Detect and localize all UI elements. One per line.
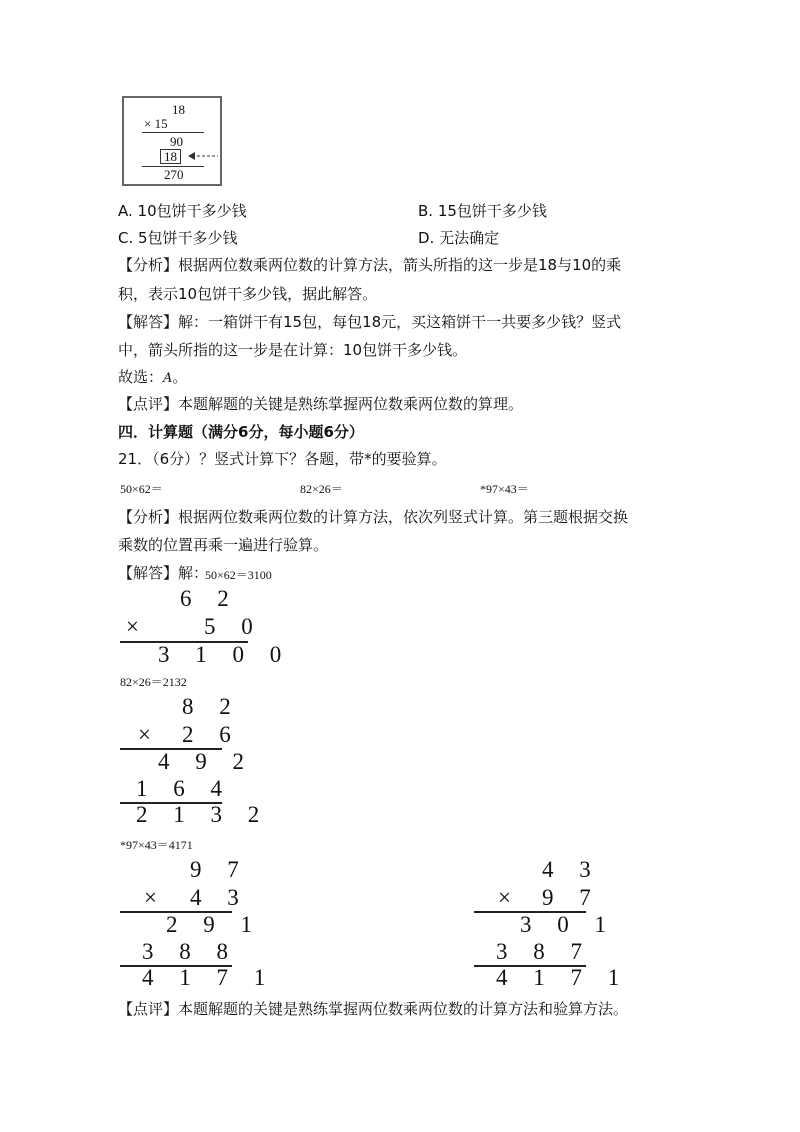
q21-formula-2: 82×26＝ — [300, 482, 343, 496]
option-b: B. 15包饼干多少钱 — [418, 202, 547, 220]
q21-analysis-line-2: 乘数的位置再乘一遍进行验算。 — [118, 536, 329, 554]
q21-equation-2: 82×26＝2132 — [120, 675, 187, 689]
q20-answer-line-1: 【解答】解：一箱饼干有15包，每包18元，买这箱饼干一共要多少钱？竖式 — [118, 313, 622, 331]
calc4-partial-1: 3 0 1 — [520, 912, 616, 937]
vertical-calc-3 — [120, 857, 276, 993]
q21-equation-3: *97×43＝4171 — [120, 838, 193, 852]
figure-result: 270 — [164, 167, 184, 182]
vertical-calc-1 — [120, 586, 292, 667]
option-a: A. 10包饼干多少钱 — [118, 202, 247, 220]
q20-analysis-line-2: 积，表示10包饼干多少钱，据此解答。 — [118, 285, 378, 303]
q21-answer-label: 【解答】解： — [118, 564, 209, 582]
calc1-multiply-sign: × — [126, 614, 149, 639]
calc4-bottom: 9 7 — [542, 885, 601, 910]
figure-partial-1: 90 — [170, 134, 183, 149]
calc2-top: 8 2 — [182, 694, 241, 719]
choice-suffix: 。 — [172, 368, 188, 386]
figure-rule-1 — [142, 132, 204, 133]
calc3-top: 9 7 — [190, 857, 249, 882]
calc3-bottom: 4 3 — [190, 885, 249, 910]
q20-choice-line — [118, 367, 187, 389]
calc3-partial-2: 3 8 8 — [142, 939, 238, 964]
vertical-calc-2 — [120, 694, 270, 830]
calc3-multiply-sign: × — [144, 885, 167, 910]
calc4-top: 4 3 — [542, 857, 601, 882]
vertical-calc-verification — [474, 857, 630, 993]
figure-partial-2-boxed: 18 — [160, 149, 181, 164]
choice-prefix: 故选： — [118, 368, 164, 386]
q21-stem: 21．（6分）？竖式计算下？各题，带*的要验算。 — [118, 450, 447, 468]
section-title: 四．计算题（满分6分，每小题6分） — [118, 423, 364, 441]
calc2-partial-1: 4 9 2 — [158, 749, 254, 774]
calc3-partial-1: 2 9 1 — [166, 912, 262, 937]
calc1-bottom: 5 0 — [204, 614, 263, 639]
figure-multiplier: × 15 — [144, 116, 168, 131]
q21-formula-3: *97×43＝ — [480, 482, 529, 496]
calc4-result: 4 1 7 1 — [496, 965, 630, 990]
q20-answer-line-2: 中，箭头所指的这一步是在计算：10包饼干多少钱。 — [118, 341, 468, 359]
option-d: D. 无法确定 — [418, 229, 500, 247]
q21-equation-1: 50×62＝3100 — [205, 568, 272, 582]
calc1-result: 3 1 0 0 — [158, 642, 292, 667]
choice-letter: A — [163, 371, 173, 386]
q21-analysis-line-1: 【分析】根据两位数乘两位数的计算方法，依次列竖式计算。第三题根据交换 — [118, 508, 629, 526]
calc2-partial-2: 1 6 4 — [136, 776, 232, 801]
calc1-top: 6 2 — [180, 586, 239, 611]
calc4-partial-2: 3 8 7 — [496, 939, 592, 964]
arrow-left-icon — [188, 150, 220, 162]
calc4-multiply-sign: × — [498, 885, 521, 910]
figure-multiplicand: 18 — [172, 102, 185, 117]
calc2-bottom: 2 6 — [182, 722, 241, 747]
calc2-result: 2 1 3 2 — [136, 802, 270, 827]
calc3-result: 4 1 7 1 — [142, 965, 276, 990]
calc2-multiply-sign: × — [138, 722, 161, 747]
q20-analysis-line-1: 【分析】根据两位数乘两位数的计算方法，箭头所指的这一步是18与10的乘 — [118, 256, 622, 274]
q20-comment: 【点评】本题解题的关键是熟练掌握两位数乘两位数的算理。 — [118, 395, 524, 413]
q21-comment: 【点评】本题解题的关键是熟练掌握两位数乘两位数的计算方法和验算方法。 — [118, 1000, 629, 1018]
q21-formula-1: 50×62＝ — [120, 482, 163, 496]
multiplication-figure — [122, 96, 222, 186]
option-c: C. 5包饼干多少钱 — [118, 229, 238, 247]
